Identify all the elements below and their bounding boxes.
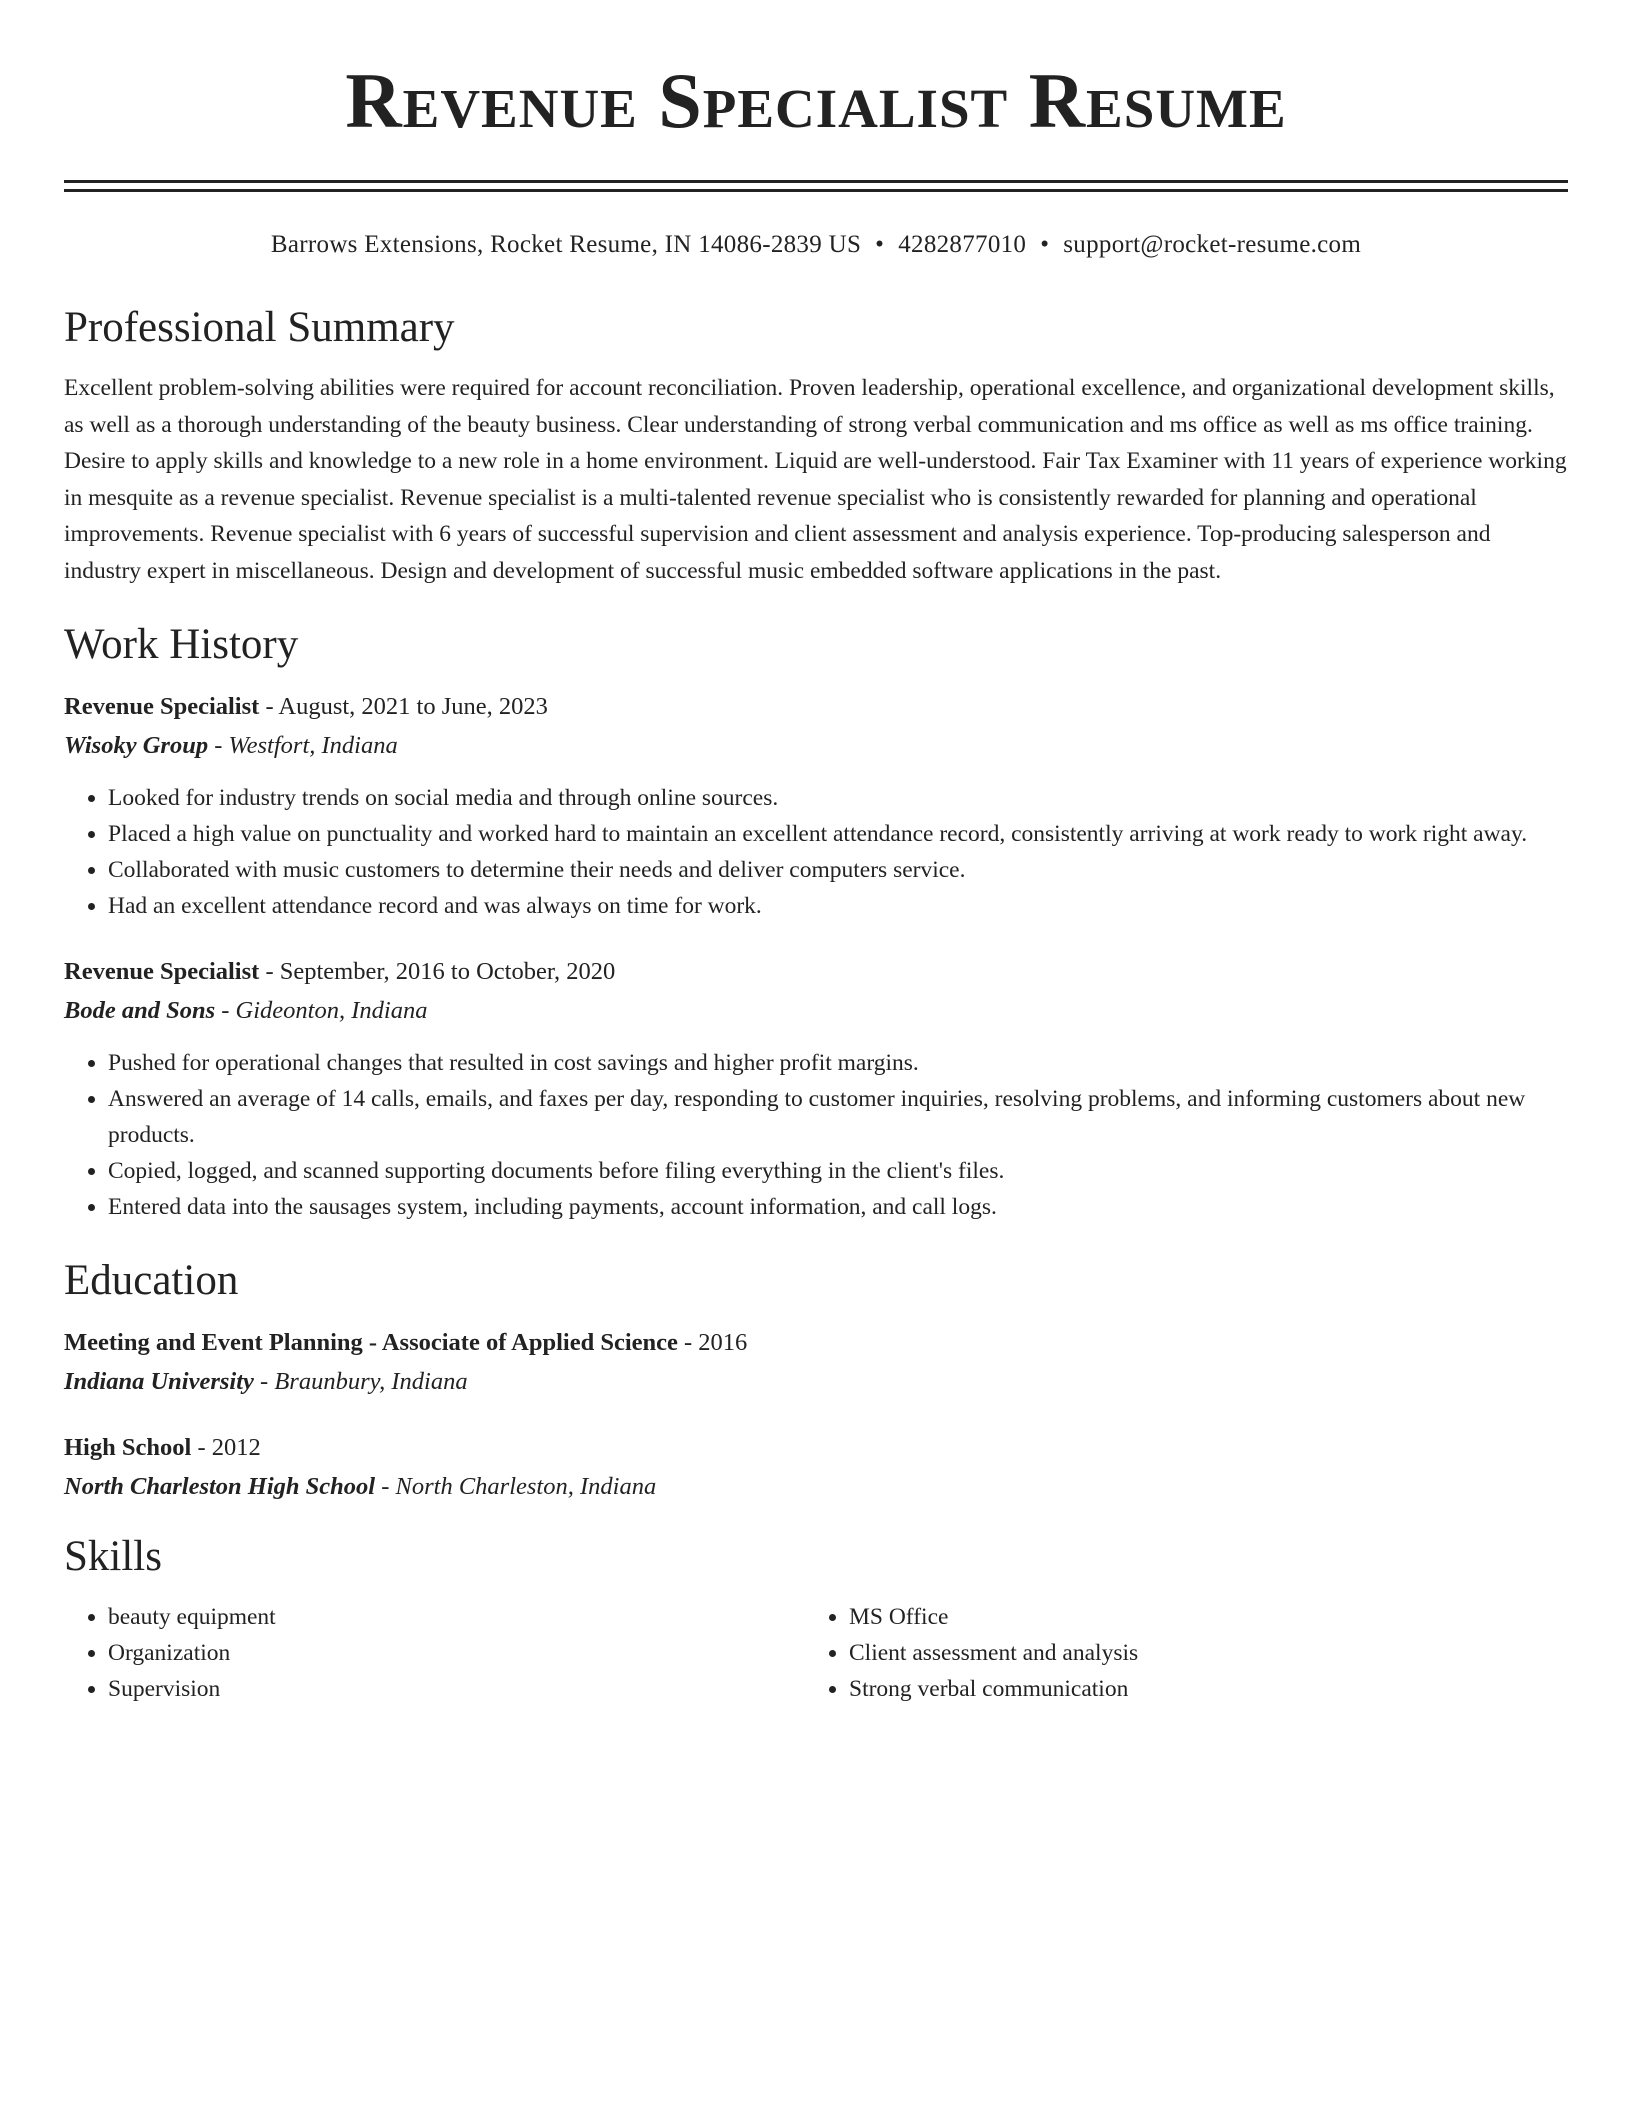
job-org-line xyxy=(64,993,1568,1029)
school-location: - North Charleston, Indiana xyxy=(375,1473,657,1500)
skills-column-right xyxy=(805,1599,1546,1707)
job-dates: - September, 2016 to October, 2020 xyxy=(259,958,616,985)
list-item: • Collaborated with music customers to determine their needs and deliver computers service. xyxy=(108,852,1568,888)
list-item: • Copied, logged, and scanned supporting documents before filing everything in the client's files. xyxy=(108,1153,1568,1189)
job-title-line xyxy=(64,954,1568,990)
list-item: • Organization xyxy=(108,1635,805,1671)
list-item: • Placed a high value on punctuality and worked hard to maintain an excellent attendance record, consistently arriving at work ready to work right away. xyxy=(108,816,1568,852)
job-bullets xyxy=(64,780,1568,924)
list-item: • Supervision xyxy=(108,1671,805,1707)
list-item: • Entered data into the sausages system, including payments, account information, and call logs. xyxy=(108,1189,1568,1225)
contact-address: Barrows Extensions, Rocket Resume, IN 14086-2839 US xyxy=(270,231,862,258)
list-item: • Answered an average of 14 calls, emails, and faxes per day, responding to customer inquiries, resolving problems, and informing customers about new products. xyxy=(108,1081,1568,1153)
school-name: Indiana University xyxy=(64,1368,254,1395)
job-org: Bode and Sons xyxy=(64,997,216,1024)
school-line xyxy=(64,1364,1568,1400)
job-role: Revenue Specialist xyxy=(64,958,260,985)
contact-line xyxy=(64,228,1568,262)
degree-year: - 2012 xyxy=(191,1434,261,1461)
contact-separator: • xyxy=(1040,231,1050,258)
job-bullets xyxy=(64,1045,1568,1225)
job-location: - Westfort, Indiana xyxy=(208,732,398,759)
title-divider-bottom xyxy=(64,189,1568,192)
job-org-line xyxy=(64,728,1568,764)
list-item: • beauty equipment xyxy=(108,1599,805,1635)
list-item: • Client assessment and analysis xyxy=(849,1635,1546,1671)
skills-heading: Skills xyxy=(64,1533,162,1580)
work-entry xyxy=(64,954,1568,1225)
summary-text: Excellent problem-solving abilities were required for account reconciliation. Proven leadership, operational excellence, and organizational development skills, as well as a thorough understanding of the beauty business. Clear understanding of strong verbal communication and ms office as well as ms office training. Desire to apply skills and knowledge to a new role in a home environment. Liquid are well-understood. Fair Tax Examiner with 11 years of experience working in mesquite as a revenue specialist. Revenue specialist is a multi-talented revenue specialist who is consistently rewarded for planning and operational improvements. Revenue specialist with 6 years of successful supervision and client assessment and analysis experience. Top-producing salesperson and industry expert in miscellaneous. Design and development of successful music embedded software applications in the past. xyxy=(64,375,1567,584)
job-location: - Gideonton, Indiana xyxy=(215,997,428,1024)
degree-year: - 2016 xyxy=(677,1329,748,1356)
school-location: - Braunbury, Indiana xyxy=(253,1368,468,1395)
work-history-heading: Work History xyxy=(64,621,299,668)
job-title-line xyxy=(64,689,1568,725)
list-item: • Looked for industry trends on social media and through online sources. xyxy=(108,780,1568,816)
school-line xyxy=(64,1469,1568,1505)
list-item: • MS Office xyxy=(849,1599,1546,1635)
summary-heading: Professional Summary xyxy=(64,304,455,351)
degree-name: High School xyxy=(64,1434,192,1461)
education-entry xyxy=(64,1430,1568,1505)
education-entry xyxy=(64,1325,1568,1400)
job-role: Revenue Specialist xyxy=(64,693,260,720)
contact-separator: • xyxy=(875,231,885,258)
job-org: Wisoky Group xyxy=(64,732,209,759)
list-item: • Pushed for operational changes that resulted in cost savings and higher profit margins. xyxy=(108,1045,1568,1081)
degree-line xyxy=(64,1325,1568,1361)
resume-title: Revenue Specialist Resume xyxy=(345,57,1287,144)
education-heading: Education xyxy=(64,1257,239,1304)
work-entry xyxy=(64,689,1568,924)
contact-phone: 4282877010 xyxy=(898,231,1027,258)
list-item: • Had an excellent attendance record and was always on time for work. xyxy=(108,888,1568,924)
skills-column-left xyxy=(64,1599,805,1707)
job-dates: - August, 2021 to June, 2023 xyxy=(259,693,548,720)
contact-email: support@rocket-resume.com xyxy=(1063,231,1362,258)
school-name: North Charleston High School xyxy=(64,1473,376,1500)
degree-name: Meeting and Event Planning - Associate of Applied Science xyxy=(64,1329,678,1356)
list-item: • Strong verbal communication xyxy=(849,1671,1546,1707)
skills-list xyxy=(64,1599,1568,1707)
title-divider-top xyxy=(64,180,1568,183)
degree-line xyxy=(64,1430,1568,1466)
